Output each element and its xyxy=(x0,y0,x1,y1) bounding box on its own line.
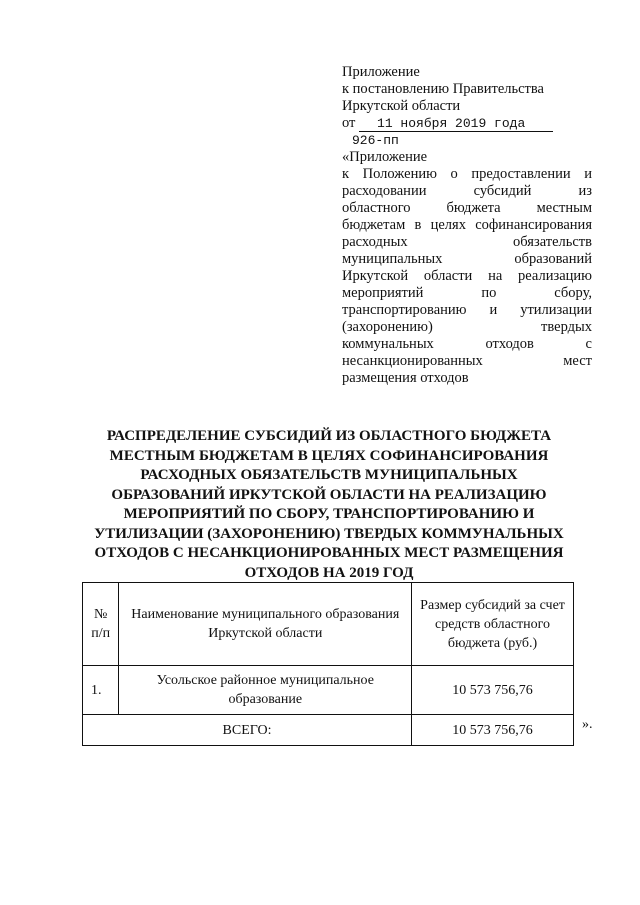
title-line: ОТХОДОВ НА 2019 ГОД xyxy=(244,564,414,581)
title-line: МЕСТНЫМ БЮДЖЕТАМ В ЦЕЛЯХ СОФИНАНСИРОВАНИЯ xyxy=(109,447,549,464)
cell-name: Усольское районное муниципальное образование xyxy=(119,666,412,715)
col-header-number-line: № xyxy=(94,607,108,622)
table-row xyxy=(83,666,574,715)
appendix-line: «Приложение xyxy=(342,149,428,165)
appendix-line: областного бюджета местным xyxy=(342,200,592,216)
appendix-line: мероприятий по сбору, xyxy=(342,285,592,301)
cell-amount: 10 573 756,76 xyxy=(412,666,574,715)
appendix-line: к Положению о предоставлении и xyxy=(342,166,592,182)
date-value: 11 ноября 2019 года xyxy=(359,117,553,132)
appendix-line: (захоронению) твердых xyxy=(342,319,592,335)
col-header-amount: Размер субсидий за счет средств областного бюджета (руб.) xyxy=(412,583,574,666)
appendix-line: Иркутской области на реализацию xyxy=(342,268,592,284)
appendix-line: расходовании субсидий из xyxy=(342,183,592,199)
col-header-name: Наименование муниципального образования Иркутской области xyxy=(119,583,412,666)
date-prefix: от xyxy=(342,115,356,131)
appendix-line: бюджетам в целях софинансирования xyxy=(342,217,592,233)
title-line: РАСПРЕДЕЛЕНИЕ СУБСИДИЙ ИЗ ОБЛАСТНОГО БЮДЖЕТА xyxy=(106,428,552,444)
header-line: к постановлению Правительства xyxy=(342,81,544,97)
col-header-number xyxy=(83,583,119,666)
document-title xyxy=(80,427,578,583)
appendix-line: муниципальных образований xyxy=(342,251,592,267)
appendix-line: размещения отходов xyxy=(342,370,469,386)
header-line: Приложение xyxy=(342,64,420,80)
title-line: МЕРОПРИЯТИЙ ПО СБОРУ, ТРАНСПОРТИРОВАНИЮ И xyxy=(123,506,535,522)
title-line: ОБРАЗОВАНИЙ ИРКУТСКОЙ ОБЛАСТИ НА РЕАЛИЗАЦИЮ xyxy=(111,486,547,503)
total-label: ВСЕГО: xyxy=(83,715,412,746)
appendix-line: транспортированию и утилизации xyxy=(342,302,592,318)
col-header-number-line: п/п xyxy=(91,626,111,641)
doc-number: 926-пп xyxy=(352,133,399,148)
date-line xyxy=(342,115,592,132)
cell-number: 1. xyxy=(83,666,119,715)
title-line: ОТХОДОВ С НЕСАНКЦИОНИРОВАННЫХ МЕСТ РАЗМЕЩЕНИЯ xyxy=(94,545,564,561)
document-header xyxy=(342,64,592,387)
header-line: Иркутской области xyxy=(342,98,461,114)
title-line: РАСХОДНЫХ ОБЯЗАТЕЛЬСТВ МУНИЦИПАЛЬНЫХ xyxy=(140,467,518,483)
title-line: УТИЛИЗАЦИИ (ЗАХОРОНЕНИЮ) ТВЕРДЫХ КОММУНАЛЬНЫХ xyxy=(94,525,564,542)
table-total-row xyxy=(83,715,574,746)
table-header-row xyxy=(83,583,574,666)
appendix-line: несанкционированных мест xyxy=(342,353,592,369)
total-amount: 10 573 756,76 xyxy=(412,715,574,746)
appendix-line: коммунальных отходов с xyxy=(342,336,592,352)
closing-quote-mark: ». xyxy=(582,717,593,732)
appendix-line: расходных обязательств xyxy=(342,234,592,250)
subsidy-table xyxy=(82,582,574,746)
